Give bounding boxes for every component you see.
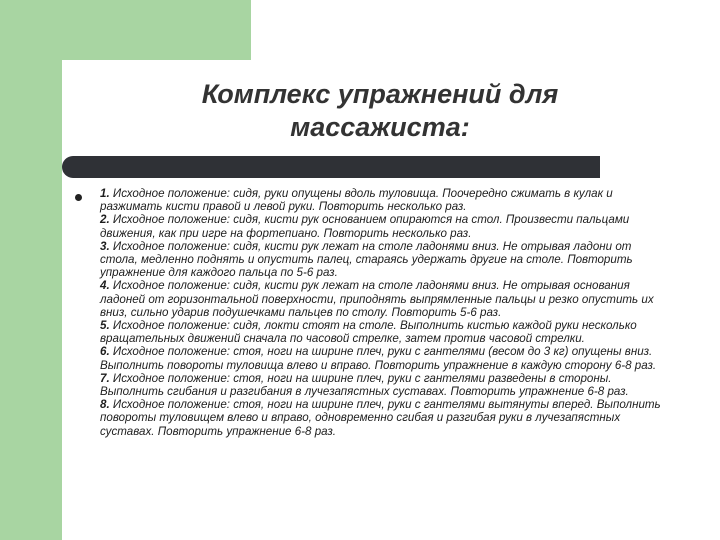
exercise-text: Исходное положение: сидя, кисти рук лежат на столе ладонями вниз. Не отрывая основания ладоней от горизонтальной поверхности, приподнять выпрямленные пальцы и резко опустить их вниз, сильно ударив подушечками пальцев по столу. Повторить 5-6 раз. <box>100 279 654 319</box>
exercise-number: 7. <box>100 371 110 385</box>
exercise-text: Исходное положение: сидя, кисти рук лежат на столе ладонями вниз. Не отрывая ладони от стола, медленно поднять и опустить палец, стараясь удержать другие на столе. Повторить упражнение для каждого пальца по 5-6 раз. <box>100 239 633 280</box>
green-side-strip <box>0 60 62 540</box>
exercise-item <box>100 372 662 398</box>
exercise-item <box>100 187 662 213</box>
title-divider-bar <box>62 156 600 178</box>
exercise-item <box>100 345 662 371</box>
green-header-block <box>0 0 251 60</box>
exercise-text: Исходное положение: стоя, ноги на ширине плеч, руки с гантелями (весом до 3 кг) опущены вниз. Выполнить повороты туловища влево и вправо. Повторить упражнение в каждую сторону 6-8 раз. <box>100 345 657 372</box>
title-line-2: массажиста: <box>290 112 470 142</box>
exercise-item <box>100 319 662 345</box>
exercise-item <box>100 213 662 239</box>
exercise-number: 2. <box>100 213 110 227</box>
exercise-number: 5. <box>100 319 110 333</box>
exercise-number: 6. <box>100 345 110 359</box>
exercise-number: 1. <box>100 187 110 200</box>
exercise-text: Исходное положение: стоя, ноги на ширине плеч, руки с гантелями вытянуты вперед. Выполнить повороты туловищем влево и вправо, одновременно сгибая и разгибая руки в лучезапястных суставах. Повторить упражнение 6-8 раз. <box>100 398 661 438</box>
exercise-item <box>100 279 662 319</box>
exercise-number: 3. <box>100 239 110 253</box>
exercise-list <box>100 187 662 438</box>
exercise-text: Исходное положение: сидя, локти стоят на столе. Выполнить кистью каждой руки несколько вращательных движений сначала по часовой стрелке, затем против часовой стрелки. <box>100 319 637 346</box>
exercise-number: 8. <box>100 398 110 412</box>
title-line-1: Комплекс упражнений для <box>201 79 559 109</box>
exercise-item <box>100 240 662 280</box>
exercise-text: Исходное положение: сидя, кисти рук основанием опираются на стол. Произвести пальцами движения, как при игре на фортепиано. Повторить несколько раз. <box>100 213 630 240</box>
exercise-number: 4. <box>100 279 110 293</box>
exercise-text: Исходное положение: сидя, руки опущены вдоль туловища. Поочередно сжимать в кулак и разжимать кисти правой и левой руки. Повторить несколько раз. <box>100 187 613 214</box>
slide-title <box>100 78 660 144</box>
exercise-text: Исходное положение: стоя, ноги на ширине плеч, руки с гантелями разведены в стороны. Выполнить сгибания и разгибания в лучезапястных суставах. Повторить упражнение 6-8 раз. <box>100 371 629 399</box>
exercise-item <box>100 398 662 438</box>
bullet-icon <box>75 194 82 201</box>
